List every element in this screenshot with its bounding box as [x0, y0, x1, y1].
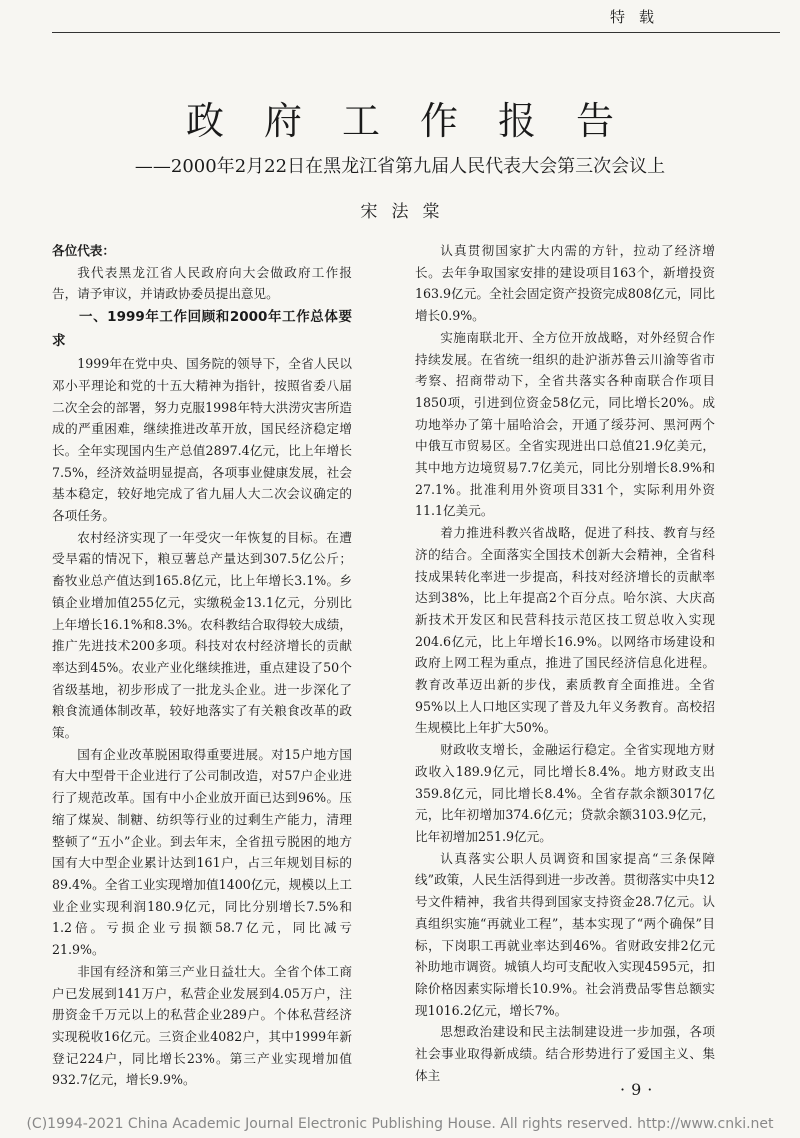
header-rule [52, 32, 780, 33]
body-paragraph: 农村经济实现了一年受灾一年恢复的目标。在遭受旱霜的情况下，粮豆薯总产量达到307.5亿公斤；畜牧业总产值达到165.8亿元，比上年增长3.1%。乡镇企业增加值255亿元，实缴税金13.1亿元，分别比上年增长16.1%和8.3%。农科教结合取得较大成绩，推广先进技术200多项。科技对农村经济增长的贡献率达到45%。农业产业化继续推进，重点建设了50个省级基地，初步形成了一批龙头企业。进一步深化了粮食流通体制改革，较好地落实了有关粮食改革的政策。 [52, 529, 352, 741]
page-title: 政府工作报告 [185, 99, 654, 143]
body-paragraph: 财政收支增长，金融运行稳定。全省实现地方财政收入189.9亿元，同比增长8.4%。地方财政支出359.8亿元，同比增长8.4%。全省存款余额3017亿元，比年初增加374.6亿元；贷款余额3103.9亿元，比年初增加251.9亿元。 [415, 742, 715, 844]
body-paragraph: 1999年在党中央、国务院的领导下，全省人民以邓小平理论和党的十五大精神为指针，按照省委八届二次全会的部署，努力克服1998年特大洪涝灾害所造成的严重困难，继续推进改革开放，国民经济稳定增长。全年实现国内生产总值2897.4亿元，比上年增长7.5%，经济效益明显提高，各项事业健康发展，社会基本稳定，较好地完成了省九届人大二次会议确定的各项任务。 [52, 356, 352, 524]
page-number: ·9· [620, 1080, 659, 1099]
body-paragraph: 着力推进科教兴省战略，促进了科技、教育与经济的结合。全面落实全国技术创新大会精神，全省科技成果转化率进一步提高，科技对经济增长的贡献率达到38%，比上年提高2个百分点。哈尔滨、大庆高新技术开发区和民营科技示范区技工贸总收入实现204.6亿元，比上年增长16.9%。以网络市场建设和政府上网工程为重点，推进了国民经济信息化进程。教育改革迈出新的步伐，素质教育全面推进。全省95%以上人口地区实现了普及九年义务教育。高校招生规模比上年扩大50%。 [415, 525, 715, 736]
section-tag: 特载 [610, 8, 669, 26]
subtitle: ——2000年2月22日在黑龙江省第九届人民代表大会第三次会议上 [134, 156, 666, 177]
body-paragraph: 认真贯彻国家扩大内需的方针，拉动了经济增长。去年争取国家安排的建设项目163个，新增投资163.9亿元。全社会固定资产投资完成808亿元，同比增长0.9%。 [415, 243, 715, 324]
salutation: 各位代表： [52, 243, 115, 258]
right-column [415, 240, 715, 1086]
body-paragraph: 思想政治建设和民主法制建设进一步加强，各项社会事业取得新成绩。结合形势进行了爱国主义、集体主 [415, 1024, 715, 1083]
copyright-footer: (C)1994-2021 China Academic Journal Electronic Publishing House. All rights reserved. http://www.cnki.net [26, 1116, 774, 1132]
section-heading: 一、1999年工作回顾和2000年工作总体要求 [52, 309, 352, 350]
body-paragraph: 非国有经济和第三产业日益壮大。全省个体工商户已发展到141万户，私营企业发展到4.05万户，注册资金千万元以上的私营企业289户。个体私营经济实现税收16亿元。三资企业4082户，其中1999年新登记224户，同比增长23%。第三产业实现增加值932.7亿元，增长9.9%。 [52, 963, 352, 1088]
intro-paragraph: 我代表黑龙江省人民政府向大会做政府工作报告，请予审议，并请政协委员提出意见。 [52, 264, 352, 302]
body-paragraph: 国有企业改革脱困取得重要进展。对15户地方国有大中型骨干企业进行了公司制改造，对57户企业进行了规范改革。国有中小企业放开面已达到96%。压缩了煤炭、制糖、纺织等行业的过剩生产能力，清理整顿了“五小”企业。到去年末，全省扭亏脱困的地方国有大中型企业累计达到161户，占三年规划目标的89.4%。全省工业实现增加值1400亿元，规模以上工业企业实现利润180.9亿元，同比分别增长7.5%和1.2倍。亏损企业亏损额58.7亿元，同比减亏21.9%。 [52, 746, 352, 958]
author: 宋法棠 [360, 202, 454, 222]
body-paragraph: 实施南联北开、全方位开放战略，对外经贸合作持续发展。在省统一组织的赴沪浙苏鲁云川渝等省市考察、招商带动下，全省共落实各种南联合作项目1850项，引进到位资金58亿元，同比增长20%。成功地举办了第十届哈洽会，开通了绥芬河、黑河两个中俄互市贸易区。全省实现进出口总值21.9亿美元，其中地方边境贸易7.7亿美元，同比分别增长8.9%和27.1%。批准利用外资项目331个，实际利用外资11.1亿美元。 [415, 329, 715, 519]
left-column [52, 240, 352, 1091]
body-paragraph: 认真落实公职人员调资和国家提高“三条保障线”政策，人民生活得到进一步改善。贯彻落实中央12号文件精神，我省共得到国家支持资金28.7亿元。认真组织实施“再就业工程”，基本实现了“两个确保”目标，下岗职工再就业率达到46%。省财政安排2亿元补助地市调资。城镇人均可支配收入实现4595元，扣除价格因素实际增长10.9%。社会消费品零售总额实现1016.2亿元，增长7%。 [415, 850, 715, 1018]
